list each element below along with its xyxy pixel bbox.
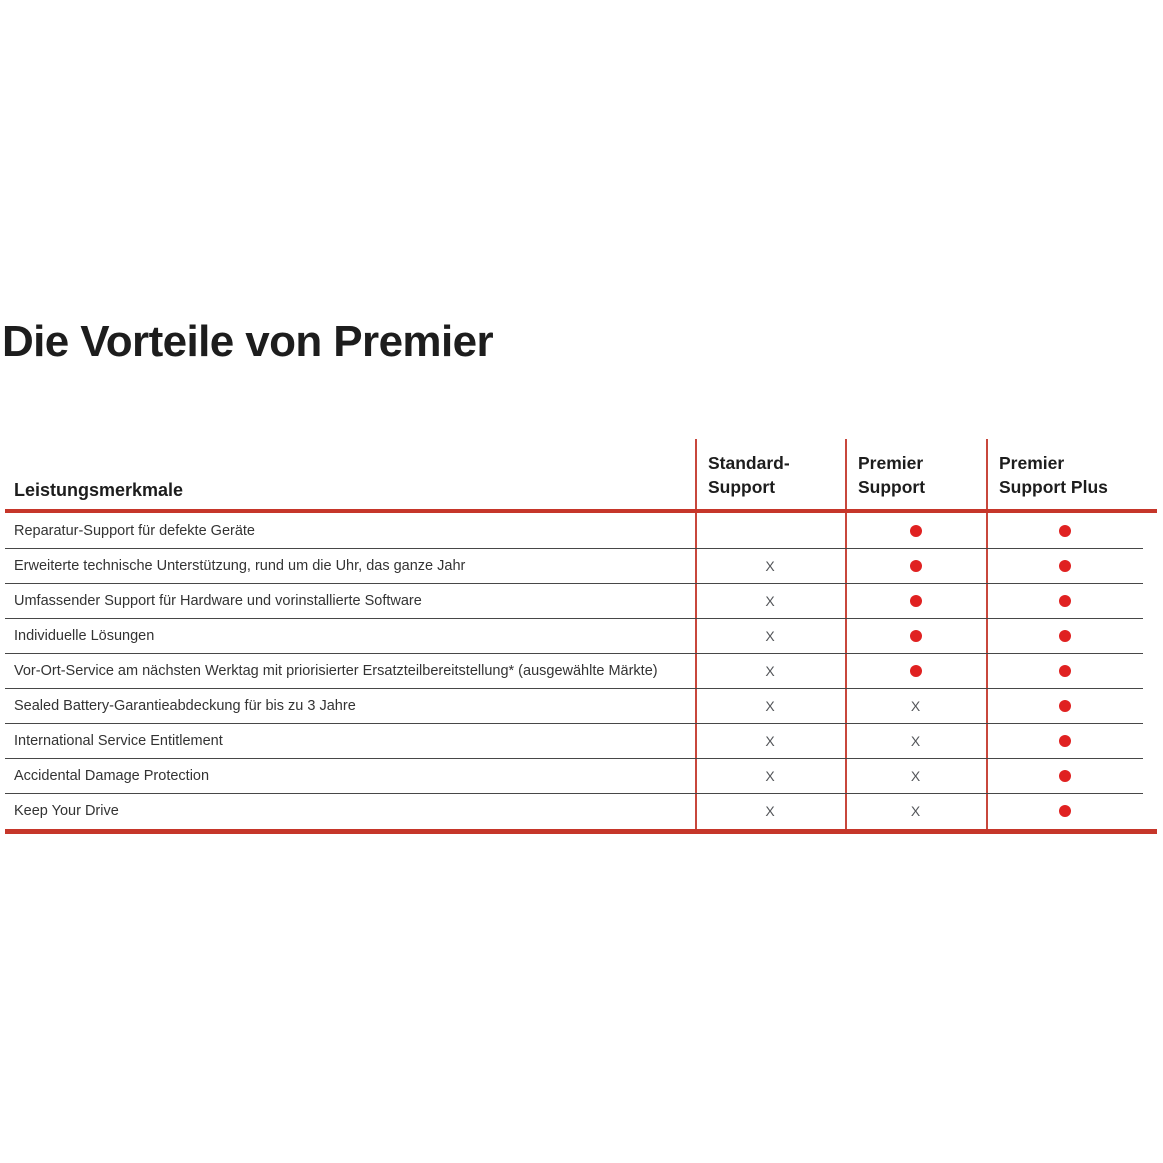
value-cell-premier xyxy=(845,525,986,537)
column-header xyxy=(695,437,845,509)
column-header-line: Premier xyxy=(858,453,924,473)
included-dot-icon xyxy=(910,630,922,642)
feature-label: Erweiterte technische Unterstützung, rund um die Uhr, das ganze Jahr xyxy=(14,557,466,574)
value-cell-premier xyxy=(845,630,986,642)
not-included-x: X xyxy=(765,662,775,679)
table-row xyxy=(5,689,1157,724)
value-cell-premier-plus xyxy=(986,770,1143,782)
table-row xyxy=(5,583,1157,618)
table-row xyxy=(5,759,1157,794)
included-dot-icon xyxy=(1059,525,1071,537)
table-row xyxy=(5,794,1157,829)
not-included-x: X xyxy=(765,627,775,644)
table-row xyxy=(5,618,1157,653)
benefits-table xyxy=(5,437,1157,837)
not-included-x: X xyxy=(765,733,775,750)
features-column-header: Leistungsmerkmale xyxy=(14,480,184,500)
included-dot-icon xyxy=(1059,560,1071,572)
value-cell-premier xyxy=(845,560,986,572)
not-included-x: X xyxy=(765,803,775,820)
included-dot-icon xyxy=(1059,595,1071,607)
feature-label: Individuelle Lösungen xyxy=(14,627,155,644)
feature-label: International Service Entitlement xyxy=(14,733,223,750)
feature-label: Reparatur-Support für defekte Geräte xyxy=(14,522,255,539)
value-cell-premier-plus xyxy=(986,805,1143,817)
feature-label: Accidental Damage Protection xyxy=(14,768,210,785)
table-row xyxy=(5,513,1157,548)
included-dot-icon xyxy=(1059,700,1071,712)
value-cell-premier xyxy=(845,595,986,607)
table-row xyxy=(5,724,1157,759)
column-header-line: Standard- xyxy=(708,453,790,473)
included-dot-icon xyxy=(1059,770,1071,782)
included-dot-icon xyxy=(1059,665,1071,677)
table-row xyxy=(5,653,1157,688)
included-dot-icon xyxy=(1059,630,1071,642)
included-dot-icon xyxy=(1059,735,1071,747)
included-dot-icon xyxy=(910,665,922,677)
not-included-x: X xyxy=(765,557,775,574)
page-title: Die Vorteile von Premier xyxy=(2,317,493,366)
value-cell-premier-plus xyxy=(986,735,1143,747)
feature-label: Keep Your Drive xyxy=(14,803,119,820)
feature-label: Umfassender Support für Hardware und vorinstallierte Software xyxy=(14,592,422,609)
column-header-line: Premier xyxy=(999,453,1065,473)
column-header-line: Support Plus xyxy=(999,477,1108,497)
not-included-x: X xyxy=(910,803,921,820)
value-cell-premier-plus xyxy=(986,595,1143,607)
feature-label: Vor-Ort-Service am nächsten Werktag mit priorisierter Ersatzteilbereitstellung* (ausgewählte Märkte) xyxy=(14,662,658,679)
value-cell-premier-plus xyxy=(986,665,1143,677)
value-cell-premier-plus xyxy=(986,560,1143,572)
value-cell-premier-plus xyxy=(986,700,1143,712)
not-included-x: X xyxy=(910,733,921,750)
included-dot-icon xyxy=(1059,805,1071,817)
included-dot-icon xyxy=(910,525,922,537)
table-body xyxy=(5,513,1157,829)
column-header-line: Support xyxy=(858,477,926,497)
column-header-line: Support xyxy=(708,477,776,497)
column-header xyxy=(845,437,986,509)
bottom-rule xyxy=(5,829,1157,834)
not-included-x: X xyxy=(765,698,775,715)
not-included-x: X xyxy=(910,768,921,785)
feature-label: Sealed Battery-Garantieabdeckung für bis zu 3 Jahre xyxy=(14,698,356,715)
not-included-x: X xyxy=(910,698,921,715)
table-row xyxy=(5,548,1157,583)
included-dot-icon xyxy=(910,560,922,572)
included-dot-icon xyxy=(910,595,922,607)
header-rule xyxy=(5,509,1157,513)
table-header xyxy=(5,437,1157,509)
value-cell-premier xyxy=(845,665,986,677)
not-included-x: X xyxy=(765,768,775,785)
value-cell-premier-plus xyxy=(986,630,1143,642)
value-cell-premier-plus xyxy=(986,525,1143,537)
column-header xyxy=(986,437,1157,509)
not-included-x: X xyxy=(765,592,775,609)
